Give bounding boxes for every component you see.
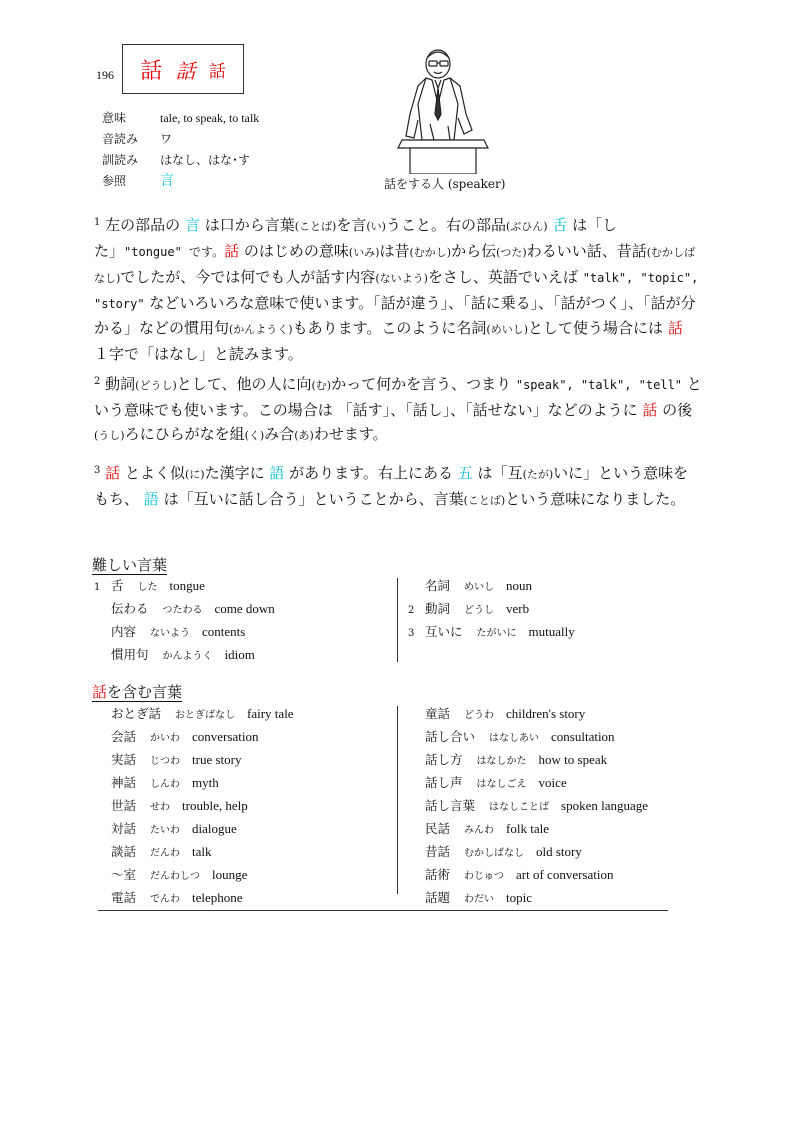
list-item: 1 舌 した tongue [94, 578, 205, 593]
page-number: 196 [96, 68, 114, 82]
compound-words-title: 話を含む言葉 [92, 683, 183, 701]
paragraph-3: $^3$ 話 とよく似(に)た漢字に 語 があります。右上にある 五 は「互(たが)いに」という意味をもち、 語 は「互いに話し合う」ということから、言葉(ことば)という意味になりました。 [94, 464, 689, 508]
list-item: おとぎ話 おとぎばなし fairy tale [111, 706, 294, 721]
illustration-caption: 話をする人 (speaker) [384, 177, 506, 191]
info-row-reference: 参照 言 [102, 174, 174, 189]
kanji-form-print: 話 [208, 61, 226, 82]
difficult-words-right [408, 575, 575, 644]
list-item: 慣用句 かんようく idiom [111, 647, 255, 662]
info-row-kun-reading: 訓読み はなし、はな･す [102, 153, 251, 167]
list-item: 実話 じつわ true story [111, 752, 242, 767]
list-item: 話し方 はなしかた how to speak [425, 752, 608, 767]
list-item: 内容 ないよう contents [111, 624, 246, 639]
list-item: 話し声 はなしごえ voice [425, 775, 567, 790]
column-divider [397, 578, 398, 662]
kanji-info-table [102, 108, 259, 192]
speaker-illustration [388, 44, 498, 174]
bottom-rule [98, 910, 668, 911]
info-row-meaning: 意味 tale, to speak, to talk [102, 111, 260, 125]
list-item: 2 動詞 どうし verb [408, 601, 530, 616]
column-divider [397, 706, 398, 894]
kanji-form-handwritten: 話 [175, 58, 196, 83]
list-item: 対話 たいわ dialogue [111, 821, 237, 836]
list-item: 3 互いに たがいに mutually [408, 624, 575, 639]
list-item: 談話 だんわ talk [111, 844, 212, 859]
paragraph-2: $^2$ 動詞(どうし)として、他の人に向(む)かって何かを言う、つまり "speak", "talk", "tell" という意味でも使います。この場合は 「話す」、「話し」、「話せない」などのように 話 の後(うし)ろにひらがなを組(く)み合(あ)わせます。 [94, 375, 702, 443]
list-item: 民話 みんわ folk tale [425, 821, 549, 836]
list-item: 〜室 だんわしつ lounge [111, 867, 248, 882]
list-item: 伝わる つたわる come down [111, 601, 275, 616]
list-item: 会話 かいわ conversation [111, 729, 259, 744]
list-item: 神話 しんわ myth [111, 775, 219, 790]
list-item: 昔話 むかしばなし old story [425, 844, 582, 859]
compound-words-right [408, 703, 648, 910]
paragraph-1: $^1$ 左の部品の 言 は口から言葉(ことば)を言(い)うこと。右の部品(ぶひん) 舌 は「した」"tongue" です。話 のはじめの意味(いみ)は昔(むかし)から伝(つた)わるいい話、昔話(むかしばなし)でしたが、今では何でも人が話す内容(ないよう)をさし、英語でいえば "talk", "topic", "story" などいろいろな意味で使います。「話が違う」、「話に乗る」、「話がつく」、「話が分かる」などの慣用句(かんようく)もあります。このように名詞(めいし)として使う場合には 話 １字で「はなし」と読みます。 [94, 216, 699, 363]
difficult-words-title: 難しい言葉 [92, 556, 168, 574]
list-item: 名詞 めいし noun [425, 578, 533, 593]
list-item: 童話 どうわ children's story [425, 706, 586, 721]
list-item: 世話 せわ trouble, help [111, 798, 248, 813]
list-item: 話術 わじゅつ art of conversation [425, 867, 614, 882]
list-item: 話題 わだい topic [425, 890, 533, 905]
list-item: 話し合い はなしあい consultation [425, 729, 615, 744]
kanji-forms-box [122, 44, 244, 94]
list-item: 話し言葉 はなしことば spoken language [425, 798, 649, 813]
compound-words-left [94, 703, 294, 910]
difficult-words-left [94, 575, 275, 667]
info-row-on-reading: 音読み ワ [102, 132, 173, 146]
kanji-form-standard: 話 [140, 58, 163, 84]
list-item: 電話 でんわ telephone [111, 890, 243, 905]
